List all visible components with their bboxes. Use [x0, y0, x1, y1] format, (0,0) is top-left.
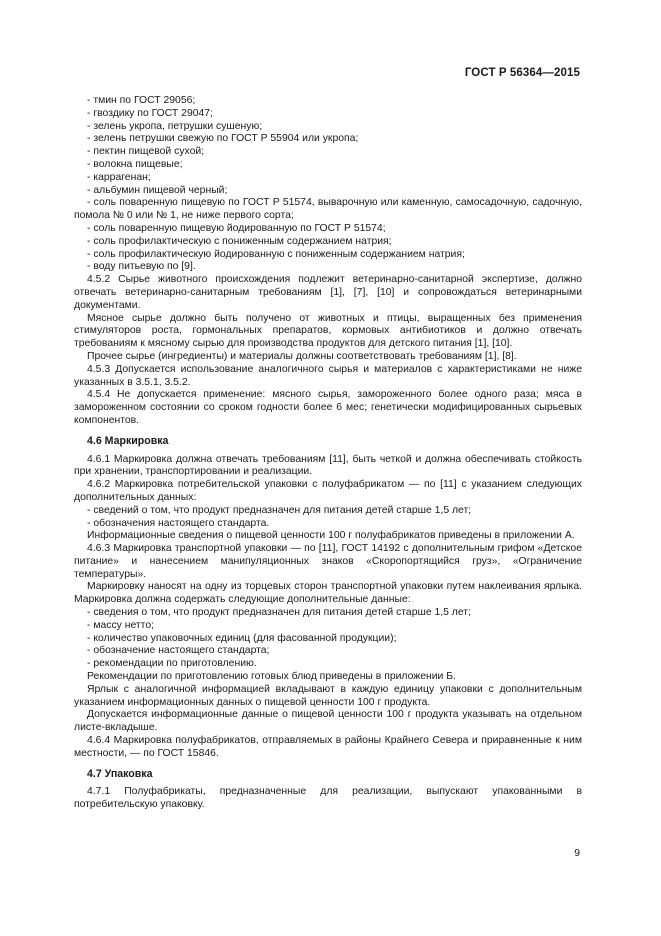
- paragraph-meat: Мясное сырье должно быть получено от животных и птицы, выращенных без применения стимуляторов роста, гормональных препаратов, кормовых антибиотиков и должно отвечать требованиям к мясному сырью для производства продуктов для детского питания [1], [10].: [74, 312, 582, 350]
- list-item: - сведений о том, что продукт предназначен для питания детей старше 1,5 лет;: [87, 504, 472, 516]
- list-item: - соль поваренную пищевую йодированную по ГОСТ Р 51574;: [87, 222, 386, 234]
- list-item: - гвоздику по ГОСТ 29047;: [87, 107, 213, 119]
- paragraph-4-5-3: 4.5.3 Допускается использование аналогичного сырья и материалов с характеристиками не ниже указанных в 3.5.1, 3.5.2.: [74, 363, 582, 388]
- paragraph-4-6-3: 4.6.3 Маркировка транспортной упаковки — по [11], ГОСТ 14192 с дополнительным грифом «Детское питание» и нанесением манипуляционных знаков «Скоропортящийся груз», «Ограничение температуры».: [74, 543, 582, 580]
- paragraph-4-6-4: 4.6.4 Маркировка полуфабрикатов, отправляемых в районы Крайнего Севера и приравненные к ним местности, — по ГОСТ 15846.: [74, 735, 582, 759]
- list-item: - воду питьевую по [9].: [87, 261, 196, 273]
- document-id-header: ГОСТ Р 56364—2015: [464, 67, 580, 79]
- paragraph-4-6-2: 4.6.2 Маркировка потребительской упаковки с полуфабрикатом — по [11] с указанием следующих дополнительных данных:: [74, 479, 582, 503]
- paragraph-label-insert: Ярлык с аналогичной информацией вкладывают в каждую единицу упаковки с дополнительным указанием информационных данных о пищевой ценности 100 г продукта.: [74, 683, 582, 708]
- list-item: - пектин пищевой сухой;: [87, 146, 205, 158]
- list-item: - соль профилактическую с пониженным содержанием натрия;: [87, 235, 392, 247]
- paragraph-4-5-4: 4.5.4 Не допускается применение: мясного сырья, замороженного более одного раза; мяса в замороженном состоянии со сроком годности более 6 мес; генетически модифицированных сырьевых компонентов.: [74, 389, 582, 426]
- list-item: - соль профилактическую йодированную с пониженным содержанием натрия;: [87, 248, 465, 260]
- list-item: - каррагенан;: [87, 171, 151, 183]
- page-number: 9: [574, 848, 580, 859]
- list-item: - рекомендации по приготовлению.: [87, 658, 257, 670]
- section-heading-4-7: 4.7 Упаковка: [87, 767, 153, 780]
- paragraph-other-raw: Прочее сырье (ингредиенты) и материалы должны соответствовать требованиям [1], [8].: [87, 350, 517, 362]
- list-item: - зелень укропа, петрушки сушеную;: [87, 120, 263, 132]
- paragraph-recommendations: Рекомендации по приготовлению готовых блюд приведены в приложении Б.: [87, 671, 456, 683]
- document-body: [74, 95, 582, 812]
- list-item: - обозначения настоящего стандарта.: [87, 517, 270, 529]
- list-item: - количество упаковочных единиц (для фасованной продукции);: [87, 632, 397, 644]
- list-item: - зелень петрушки свежую по ГОСТ Р 55904 или укропа;: [87, 133, 359, 145]
- list-item: - волокна пищевые;: [87, 158, 183, 170]
- paragraph-allowed: Допускается информационные данные о пищевой ценности 100 г продукта указывать на отдельном листе-вкладыше.: [74, 709, 582, 734]
- list-item: - массу нетто;: [87, 619, 154, 631]
- paragraph-4-6-1: 4.6.1 Маркировка должна отвечать требованиям [11], быть четкой и должна обеспечивать стойкость при хранении, транспортировании и реализации.: [74, 453, 582, 478]
- list-item: - сведения о том, что продукт предназначен для питания детей старше 1,5 лет;: [87, 607, 471, 619]
- paragraph-info: Информационные сведения о пищевой ценности 100 г полуфабрикатов приведены в приложении А.: [87, 530, 575, 542]
- paragraph-4-5-2: 4.5.2 Сырье животного происхождения подлежит ветеринарно-санитарной экспертизе, должно отвечать ветеринарно-санитарным требованиям [1], [7], [10] и сопровождаться ветеринарными документами.: [74, 274, 582, 311]
- paragraph-4-7-1: 4.7.1 Полуфабрикаты, предназначенные для реализации, выпускают упакованными в потребительскую упаковку.: [74, 786, 582, 811]
- list-item: - обозначение настоящего стандарта;: [87, 645, 270, 657]
- paragraph-label: Маркировку наносят на одну из торцевых сторон транспортной упаковки путем наклеивания ярлыка. Маркировка должна содержать следующие дополнительные данные:: [74, 581, 582, 606]
- section-heading-4-6: 4.6 Маркировка: [87, 434, 169, 447]
- list-item-salt: - соль поваренную пищевую по ГОСТ Р 51574, выварочную или каменную, самосадочную, садочную, помола № 0 или № 1, не ниже первого сорта;: [74, 197, 582, 222]
- list-item: - альбумин пищевой черный;: [87, 184, 228, 196]
- list-item: - тмин по ГОСТ 29056;: [87, 95, 196, 106]
